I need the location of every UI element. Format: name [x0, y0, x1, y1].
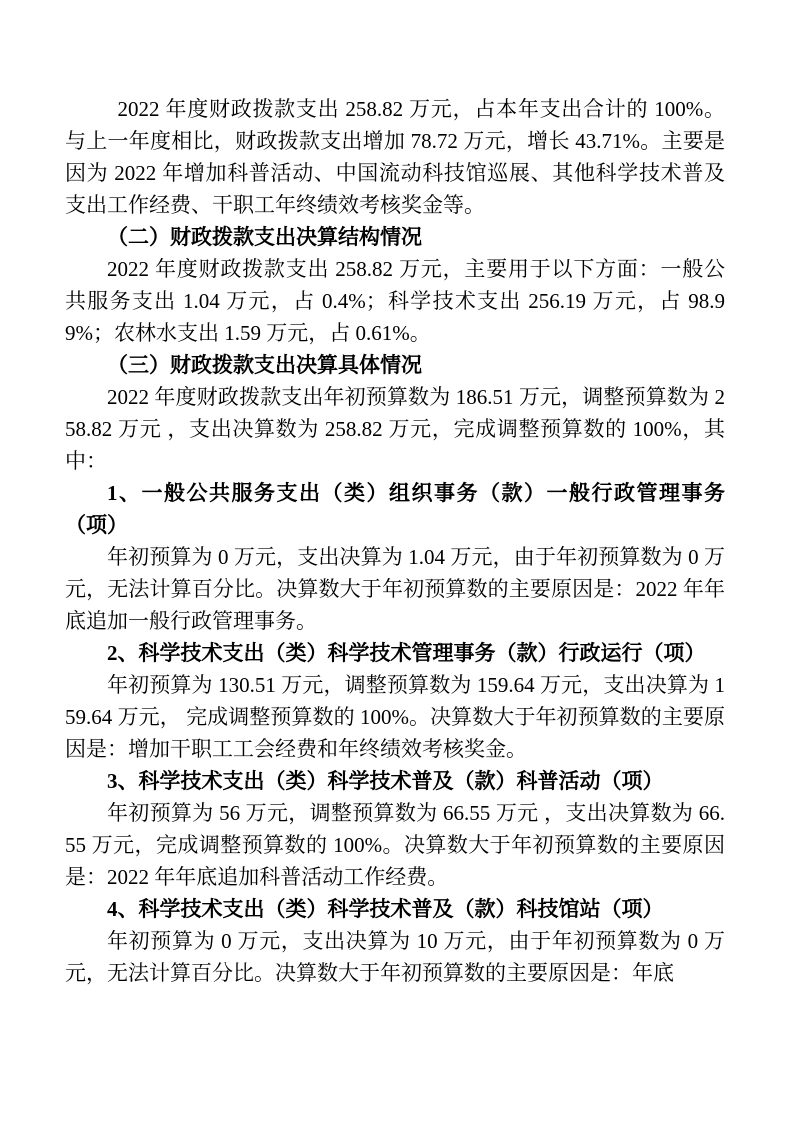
item-heading-4-science-museum-station: 4、科学技术支出（类）科学技术普及（款）科技馆站（项） [107, 897, 664, 921]
section-heading-2-expenditure-structure: （二）财政拨款支出决算结构情况 [107, 225, 422, 249]
paragraph-funding-expenditure-overview: 2022 年度财政拨款支出 258.82 万元，占本年支出合计的 100%。与上一年度相比，财政拨款支出增加 78.72 万元，增长 43.71%。主要是因为 2022 年增加科普活动、中国流动科技馆巡展、其他科学技术普及支出工作经费、干职工年终绩效考核奖金等。 [65, 97, 725, 217]
paragraph-expenditure-details-intro: 2022 年度财政拨款支出年初预算数为 186.51 万元，调整预算数为 258.82 万元 ，支出决算数为 258.82 万元，完成调整预算数的 100%，其中： [65, 385, 725, 473]
paragraph-expenditure-structure: 2022 年度财政拨款支出 258.82 万元，主要用于以下方面：一般公共服务支出 1.04 万元，占 0.4%；科学技术支出 256.19 万元，占 98.99%；农林水支出 1.59 万元，占 0.61%。 [65, 257, 725, 345]
item-heading-2-scitech-admin-operation: 2、科学技术支出（类）科学技术管理事务（款）行政运行（项） [107, 641, 706, 665]
item-heading-1-general-public-service: 1、一般公共服务支出（类）组织事务（款）一般行政管理事务（项） [65, 481, 725, 537]
section-heading-3-expenditure-details: （三）财政拨款支出决算具体情况 [107, 353, 422, 377]
paragraph-item-2-detail: 年初预算为 130.51 万元，调整预算数为 159.64 万元，支出决算为 159.64 万元， 完成调整预算数的 100%。决算数大于年初预算数的主要原因是：增加干职工工会经费和年终绩效考核奖金。 [65, 673, 725, 761]
paragraph-item-4-detail: 年初预算为 0 万元，支出决算为 10 万元，由于年初预算数为 0 万元，无法计算百分比。决算数大于年初预算数的主要原因是：年底 [65, 929, 725, 985]
item-heading-3-science-popularization-activity: 3、科学技术支出（类）科学技术普及（款）科普活动（项） [107, 769, 664, 793]
paragraph-item-3-detail: 年初预算为 56 万元，调整预算数为 66.55 万元 ，支出决算数为 66.55 万元，完成调整预算数的 100%。决算数大于年初预算数的主要原因是：2022 年年底追加科普活动工作经费。 [65, 801, 725, 889]
paragraph-item-1-detail: 年初预算为 0 万元，支出决算为 1.04 万元，由于年初预算数为 0 万元，无法计算百分比。决算数大于年初预算数的主要原因是：2022 年年底追加一般行政管理事务。 [65, 545, 725, 633]
